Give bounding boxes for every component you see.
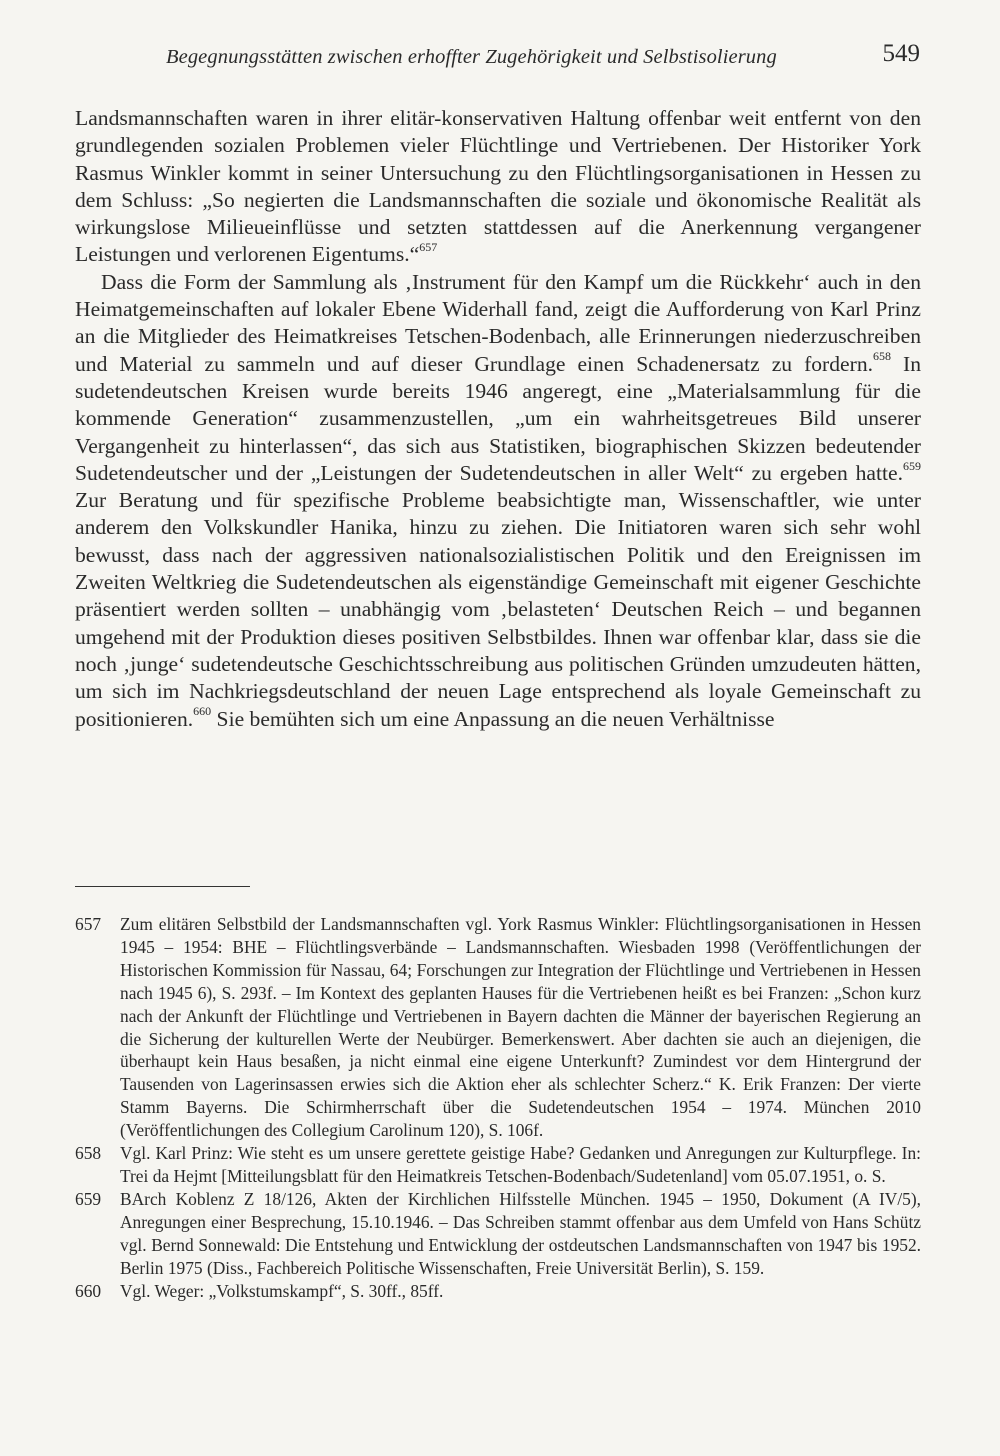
main-text [75, 105, 921, 733]
paragraph-text: Landsmannschaften waren in ihrer elitär-konservativen Haltung offenbar weit entfernt von den grundlegenden sozialen Problemen vieler Flüchtlinge und Vertriebenen. Der Historiker York Rasmus Winkler kommt in seiner Untersuchung zu den Flüchtlingsorganisationen in Hessen zu dem Schluss: „So negierten die Landsmannschaften die soziale und ökonomische Realität als wirkungslose Milieueinflüsse und setzten stattdessen auf die Anerkennung vergangener Leistungen und verlorenen Eigentums.“ [75, 106, 921, 267]
footnote-number: 657 [75, 914, 102, 934]
footnote [75, 1188, 921, 1280]
footnote [75, 1142, 921, 1188]
footnote-text: Vgl. Weger: „Volkstumskampf“, S. 30ff., 85ff. [120, 1280, 444, 1301]
page-header [166, 40, 920, 74]
footnote-text: BArch Koblenz Z 18/126, Akten der Kirchlichen Hilfsstelle München. 1945 – 1950, Dokument (A IV/5), Anregungen einer Besprechung, 15.10.1946. – Das Schreiben stammt offenbar aus dem Umfeld von Hans Schütz vgl. Bernd Sonnewald: Die Entstehung und Entwicklung der ostdeutschen Landsmannschaften von 1947 bis 1952. Berlin 1975 (Diss., Fachbereich Politische Wissenschaften, Freie Universität Berlin), S. 159. [120, 1188, 921, 1278]
footnote-number: 658 [75, 1143, 102, 1164]
footnote-marker[interactable]: 658 [873, 349, 892, 364]
footnote [75, 913, 921, 1142]
footnote-text: Vgl. Karl Prinz: Wie steht es um unsere gerettete geistige Habe? Gedanken und Anregungen zur Kulturpflege. In: Trei da Hejmt [Mitteilungsblatt für den Heimatkreis Tetschen-Bodenbach/Sudetenland] vom 05.07.1951, o. S. [120, 1143, 921, 1186]
footnote-number: 659 [75, 1188, 102, 1209]
paragraph [75, 269, 921, 733]
footnote-number: 660 [75, 1280, 102, 1301]
footnote-divider [75, 886, 250, 887]
paragraph [75, 105, 921, 269]
footnote [75, 1280, 921, 1303]
footnote-text: Zum elitären Selbstbild der Landsmannschaften vgl. York Rasmus Winkler: Flüchtlingsorganisationen in Hessen 1945 – 1954: BHE – Flüchtlingsverbände – Landsmannschaften. Wiesbaden 1998 (Veröffentlichungen der Historischen Kommission für Nassau, 64; Forschungen zur Integration der Flüchtlinge und Vertriebenen in Hessen nach 1945 6), S. 293f. – Im Kontext des geplanten Hauses für die Vertriebenen heißt es bei Franzen: „Schon kurz nach der Ankunft der Flüchtlinge und Vertriebenen in Bayern dachten die Männer der bayerischen Regierung an die Sicherung der kulturellen Werte der Neubürger. Bemerkenswert. Aber dachten sie auch an diejenigen, die überhaupt kein Haus besaßen, ja nicht einmal eine eigene Unterkunft? Zumindest vor dem Hintergrund der Tausenden von Lagerinsassen erwies sich die Aktion eher als schlechter Scherz.“ K. Erik Franzen: Der vierte Stamm Bayerns. Die Schirmherrschaft über die Sudetendeutschen 1954 – 1974. München 2010 (Veröffentlichungen des Collegium Carolinum 120), S. 106f. [120, 914, 921, 1141]
footnote-marker[interactable]: 659 [903, 458, 921, 473]
footnote-marker[interactable]: 660 [193, 704, 212, 719]
running-head: Begegnungsstätten zwischen erhoffter Zugehörigkeit und Selbstisolierung [166, 46, 777, 68]
page-number: 549 [882, 40, 920, 67]
paragraph-text: In sudetendeutschen Kreisen wurde bereits 1946 angeregt, eine „Materialsammlung für die kommende Generation“ zusammenzustellen, „um ein wahrheitsgetreues Bild unserer Vergangenheit zu hinterlassen“, das sich aus Statistiken, biographischen Skizzen bedeutender Sudetendeutscher und der „Leistungen der Sudetendeutschen in aller Welt“ zu ergeben hatte. [75, 351, 921, 485]
footnotes [75, 913, 921, 1302]
footnote-marker[interactable]: 657 [419, 240, 438, 255]
paragraph-text: Zur Beratung und für spezifische Probleme beabsichtigte man, Wissenschaftler, wie unter anderem den Volkskundler Hanika, hinzu zu ziehen. Die Initiatoren waren sich sehr wohl bewusst, dass nach der aggressiven nationalsozialistischen Politik und den Ereignissen im Zweiten Weltkrieg die Sudetendeutschen als eigenständige Gemeinschaft mit eigener Geschichte präsentiert werden sollten – unabhängig vom ‚belasteten‘ Deutschen Reich – und begannen umgehend mit der Produktion dieses positiven Selbstbildes. Ihnen war offenbar klar, dass sie die noch ‚junge‘ sudetendeutsche Geschichtsschreibung aus politischen Gründen umzudeuten hätten, um sich im Nachkriegsdeutschland der neuen Lage entsprechend als loyale Gemeinschaft zu positionieren. [75, 488, 921, 731]
paragraph-text: Dass die Form der Sammlung als ‚Instrument für den Kampf um die Rückkehr‘ auch in den Heimatgemeinschaften auf lokaler Ebene Widerhall fand, zeigt die Aufforderung von Karl Prinz an die Mitglieder des Heimatkreises Tetschen-Bodenbach, alle Erinnerungen niederzuschreiben und Material zu sammeln und auf dieser Grundlage einen Schadenersatz zu fordern. [75, 269, 921, 376]
paragraph-text: Sie bemühten sich um eine Anpassung an die neuen Verhältnisse [211, 706, 775, 731]
